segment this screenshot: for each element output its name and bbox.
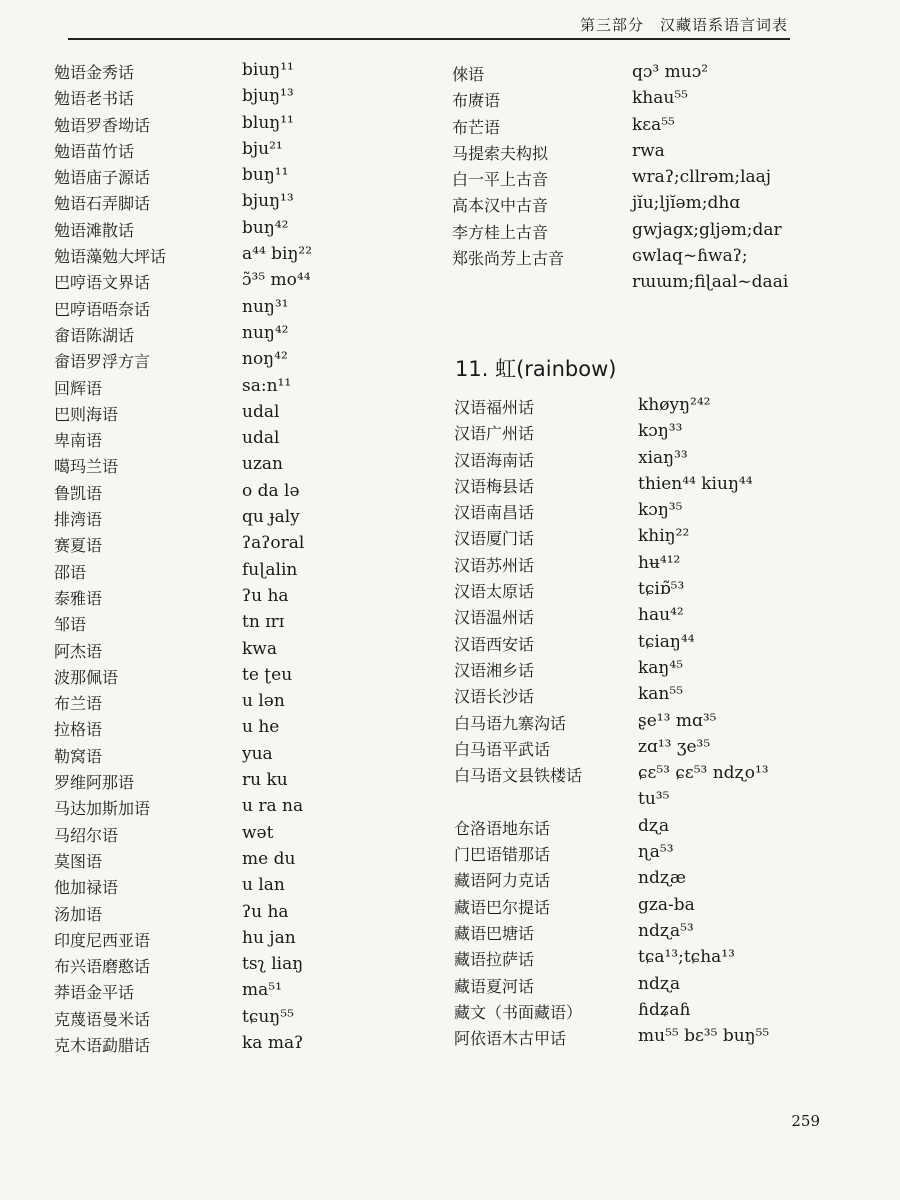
word-form: te ʈeu bbox=[242, 664, 293, 685]
language-name: 李方桂上古音 bbox=[452, 222, 549, 242]
language-name: 白一平上古音 bbox=[452, 170, 549, 190]
word-form: ndʐæ bbox=[638, 868, 686, 889]
word-form: sa:n¹¹ bbox=[242, 375, 292, 396]
language-name: 高本汉中古音 bbox=[452, 196, 549, 216]
language-name: 巴哼语文界话 bbox=[54, 273, 151, 293]
language-name: 马提索夫构拟 bbox=[452, 143, 549, 163]
word-form: kɛa⁵⁵ bbox=[632, 114, 675, 135]
word-form: ɳa⁵³ bbox=[638, 842, 674, 863]
language-name: 汉语长沙话 bbox=[454, 687, 535, 707]
section-title: 虹(rainbow) bbox=[495, 357, 617, 381]
word-form: ʔu ha bbox=[242, 901, 289, 922]
language-name: 勉语老书话 bbox=[54, 89, 135, 109]
word-form: gwjagx;gljəm;dar bbox=[632, 219, 782, 240]
language-name: 勉语石弄脚话 bbox=[54, 194, 151, 214]
word-form: rɯɯm;fiɭaal~daai bbox=[632, 272, 789, 293]
word-form: u ra na bbox=[242, 796, 304, 817]
language-name: 汉语梅县话 bbox=[454, 476, 535, 496]
word-form: khøyŋ²⁴² bbox=[638, 395, 711, 415]
language-name: 勉语藻勉大坪话 bbox=[54, 247, 167, 267]
word-form: u lən bbox=[242, 691, 285, 712]
language-name: 鲁凯语 bbox=[54, 483, 103, 503]
word-form: a⁴⁴ biŋ²² bbox=[242, 244, 313, 265]
word-form: uzan bbox=[242, 454, 283, 475]
word-form: hau⁴² bbox=[638, 605, 684, 626]
language-name: 勉语金秀话 bbox=[54, 63, 135, 82]
word-form: tɕa¹³;tɕha¹³ bbox=[638, 947, 735, 968]
language-name: 赛夏语 bbox=[54, 536, 103, 556]
language-name: 白马语九寨沟话 bbox=[454, 713, 567, 733]
running-header: 第三部分 汉藏语系语言词表 bbox=[579, 16, 788, 34]
word-form: kaŋ⁴⁵ bbox=[638, 657, 684, 678]
language-name: 白马语文县铁楼话 bbox=[454, 766, 583, 786]
word-form: u he bbox=[242, 717, 280, 738]
word-form: bjuŋ¹³ bbox=[242, 86, 294, 107]
language-name: 郑张尚芳上古音 bbox=[452, 249, 565, 269]
language-name: 布赓语 bbox=[452, 91, 501, 111]
word-form: tn ɪrɪ bbox=[242, 612, 285, 633]
language-name: 邹语 bbox=[54, 615, 87, 635]
language-name: 莽语金平话 bbox=[54, 983, 135, 1003]
language-name: 汉语厦门话 bbox=[454, 529, 535, 549]
language-name: 阿杰语 bbox=[54, 641, 103, 661]
word-form: ndʐa bbox=[638, 973, 681, 994]
word-form: fuɭalin bbox=[242, 559, 298, 580]
word-form: bluŋ¹¹ bbox=[242, 112, 294, 133]
word-form: ɦdʑaɦ bbox=[638, 999, 691, 1020]
language-name: 汉语福州话 bbox=[454, 398, 535, 417]
word-form: udal bbox=[242, 401, 280, 422]
language-name: 他加禄语 bbox=[54, 878, 119, 898]
language-name: 克木语勐腊话 bbox=[54, 1035, 151, 1055]
word-form: ndʐa⁵³ bbox=[638, 920, 694, 941]
language-name: 泰雅语 bbox=[54, 588, 103, 608]
language-name: 阿依语木古甲话 bbox=[454, 1029, 567, 1049]
language-name: 汉语湘乡话 bbox=[454, 660, 535, 680]
language-name: 汉语西安话 bbox=[454, 634, 535, 654]
word-form: bjuŋ¹³ bbox=[242, 191, 294, 212]
language-name: 汉语广州话 bbox=[454, 424, 535, 444]
header-rule bbox=[68, 38, 790, 40]
language-name: 巴哼语唔奈话 bbox=[54, 299, 151, 319]
section-heading bbox=[455, 353, 616, 383]
word-form: rwa bbox=[632, 140, 665, 161]
language-name: 藏文（书面藏语） bbox=[454, 1002, 583, 1022]
language-name: 汉语海南话 bbox=[454, 450, 535, 470]
word-form: gza-ba bbox=[638, 894, 695, 915]
word-form: nuŋ⁴² bbox=[242, 322, 289, 343]
language-name: 布兰语 bbox=[54, 694, 103, 714]
language-name: 藏语阿力克话 bbox=[454, 871, 551, 891]
word-form: kan⁵⁵ bbox=[638, 684, 684, 705]
word-form: ʔaʔoral bbox=[242, 533, 305, 554]
word-form: kɔŋ³³ bbox=[638, 421, 683, 442]
language-name: 拉格语 bbox=[54, 720, 103, 740]
language-name: 罗维阿那语 bbox=[54, 773, 135, 793]
word-form: hʉ⁴¹² bbox=[638, 552, 681, 573]
language-name: 布芒语 bbox=[452, 117, 501, 137]
word-form: o da lə bbox=[242, 480, 300, 501]
word-form: tsʅ liaŋ bbox=[242, 954, 304, 975]
language-name: 汤加语 bbox=[54, 904, 103, 924]
language-name: 印度尼西亚语 bbox=[54, 930, 151, 950]
word-form: bju²¹ bbox=[242, 138, 283, 159]
language-name: 汉语苏州话 bbox=[454, 555, 535, 575]
word-form: buŋ⁴² bbox=[242, 217, 289, 238]
word-form: zɑ¹³ ʒe³⁵ bbox=[638, 736, 711, 757]
language-name: 勉语苗竹话 bbox=[54, 141, 135, 161]
word-form: biuŋ¹¹ bbox=[242, 60, 294, 80]
word-form: ka maʔ bbox=[242, 1032, 304, 1053]
word-form: dʐa bbox=[638, 815, 670, 836]
word-form: thien⁴⁴ kiuŋ⁴⁴ bbox=[638, 473, 753, 494]
language-name: 勉语庙子源话 bbox=[54, 168, 151, 188]
language-name: 汉语南昌话 bbox=[454, 503, 535, 523]
language-name: 勒窝语 bbox=[54, 746, 103, 766]
language-name: 白马语平武话 bbox=[454, 739, 551, 759]
word-form: nuŋ³¹ bbox=[242, 296, 289, 317]
language-name: 藏语巴尔提话 bbox=[454, 897, 551, 917]
language-name: 畲语陈湖话 bbox=[54, 325, 135, 345]
word-form: me du bbox=[242, 848, 296, 869]
word-form: qɔ³ muɔ² bbox=[632, 62, 709, 82]
word-form: xiaŋ³³ bbox=[638, 447, 688, 468]
word-form: ɢwlaq~ɦwaʔ; bbox=[632, 246, 748, 267]
word-form: khau⁵⁵ bbox=[632, 88, 688, 109]
word-form: ɕɛ⁵³ ɕɛ⁵³ ndʐo¹³ bbox=[638, 763, 769, 784]
word-form: tu³⁵ bbox=[638, 789, 670, 810]
page-number: 259 bbox=[791, 1112, 820, 1130]
word-form: ru ku bbox=[242, 770, 288, 791]
word-form: noŋ⁴² bbox=[242, 349, 288, 370]
word-form: buŋ¹¹ bbox=[242, 165, 289, 186]
language-name: 汉语温州话 bbox=[454, 608, 535, 628]
word-form: ʂe¹³ mɑ³⁵ bbox=[638, 710, 717, 731]
word-form: u lan bbox=[242, 875, 285, 896]
language-name: 倈语 bbox=[452, 65, 485, 84]
language-name: 勉语罗香坳话 bbox=[54, 115, 151, 135]
language-name: 藏语巴塘话 bbox=[454, 923, 535, 943]
language-name: 克蔑语曼米话 bbox=[54, 1009, 151, 1029]
word-form: qu ɟaly bbox=[242, 507, 300, 528]
word-form: ma⁵¹ bbox=[242, 980, 282, 1001]
word-form: tɕuŋ⁵⁵ bbox=[242, 1006, 294, 1027]
language-name: 藏语夏河话 bbox=[454, 976, 535, 996]
word-form: kɔŋ³⁵ bbox=[638, 500, 683, 521]
language-name: 回辉语 bbox=[54, 378, 103, 398]
word-form: ʔu ha bbox=[242, 585, 289, 606]
language-name: 汉语太原话 bbox=[454, 582, 535, 602]
word-form: ɔ̃³⁵ mo⁴⁴ bbox=[242, 270, 311, 291]
word-form: udal bbox=[242, 428, 280, 449]
language-name: 莫图语 bbox=[54, 851, 103, 871]
language-name: 巴则海语 bbox=[54, 404, 119, 424]
word-form: wraʔ;cllrəm;laaj bbox=[632, 167, 772, 188]
word-form: jĭu;ljĭəm;dhɑ bbox=[632, 193, 741, 214]
language-name: 波那佩语 bbox=[54, 667, 119, 687]
language-name: 马达加斯加语 bbox=[54, 799, 151, 819]
language-name: 邵语 bbox=[54, 562, 87, 582]
word-form: kwa bbox=[242, 638, 277, 659]
word-form: yua bbox=[242, 743, 273, 764]
language-name: 布兴语磨憨话 bbox=[54, 957, 151, 977]
section-number: 11. bbox=[455, 357, 489, 381]
language-name: 畲语罗浮方言 bbox=[54, 352, 151, 372]
word-form: hu jan bbox=[242, 927, 296, 948]
word-form: khiŋ²² bbox=[638, 526, 690, 547]
word-form: tɕiaŋ⁴⁴ bbox=[638, 631, 695, 652]
language-name: 马绍尔语 bbox=[54, 825, 119, 845]
language-name: 噶玛兰语 bbox=[54, 457, 119, 477]
language-name: 排湾语 bbox=[54, 510, 103, 530]
language-name: 勉语滩散话 bbox=[54, 220, 135, 240]
language-name: 仓洛语地东话 bbox=[454, 818, 551, 838]
word-form: wət bbox=[242, 822, 274, 843]
language-name: 门巴语错那话 bbox=[454, 845, 551, 865]
language-name: 藏语拉萨话 bbox=[454, 950, 535, 970]
word-form: mu⁵⁵ bɛ³⁵ buŋ⁵⁵ bbox=[638, 1026, 770, 1047]
word-form: tɕiɒ̃⁵³ bbox=[638, 579, 685, 600]
language-name: 卑南语 bbox=[54, 431, 103, 451]
